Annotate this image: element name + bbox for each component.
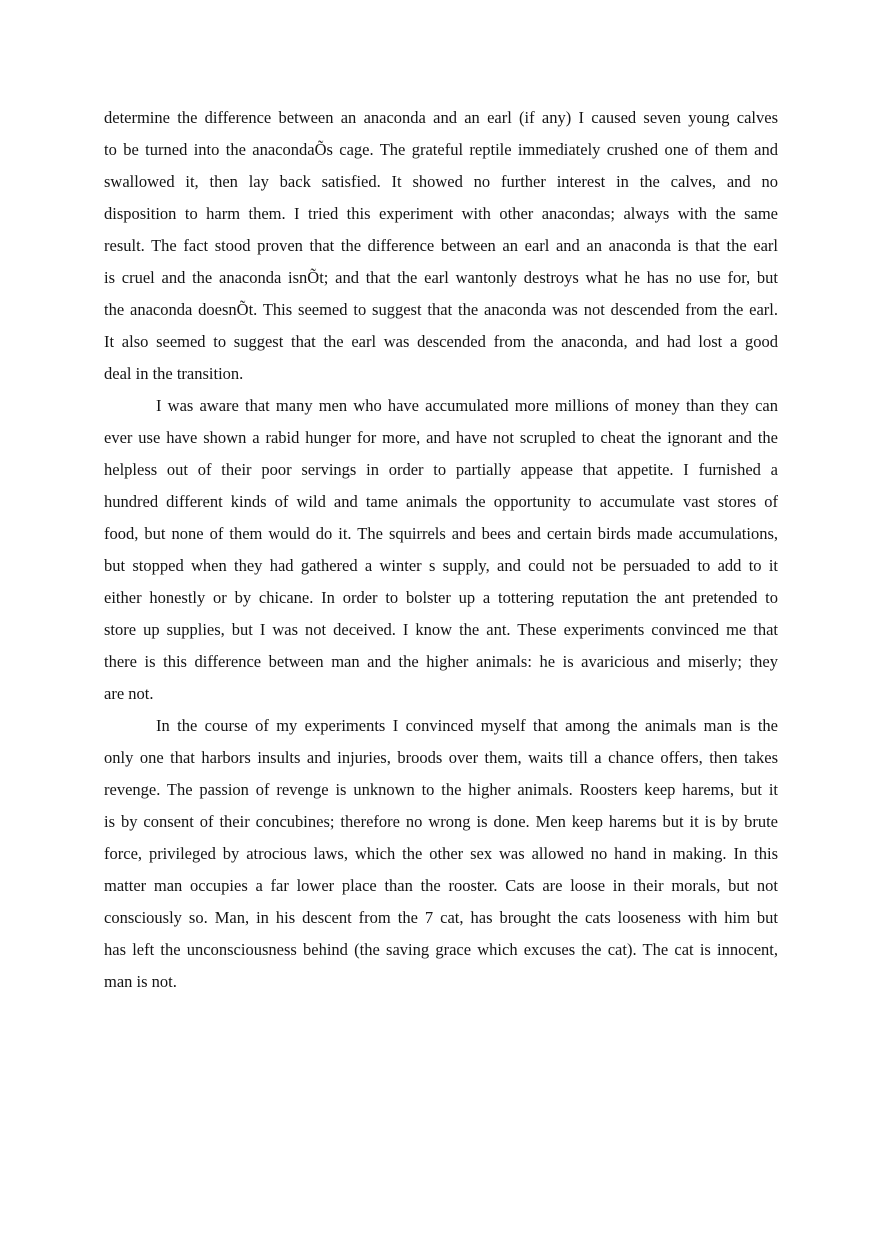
text-line: are not. (104, 684, 154, 703)
text-line: consciously so. Man, in his descent from the 7 cat, has brought the cats looseness with him but (104, 908, 778, 927)
text-line: swallowed it, then lay back satisfied. It showed no further interest in the calves, and no (104, 172, 778, 191)
text-line: In the course of my experiments I convinced myself that among the animals man is the (156, 716, 778, 735)
text-line: hundred different kinds of wild and tame animals the opportunity to accumulate vast stores of (104, 492, 778, 511)
text-line: store up supplies, but I was not deceived. I know the ant. These experiments convinced me that (104, 620, 778, 639)
text-line: food, but none of them would do it. The squirrels and bees and certain birds made accumulations, (104, 524, 778, 543)
text-line: result. The fact stood proven that the difference between an earl and an anaconda is that the earl (104, 236, 778, 255)
text-line: man is not. (104, 972, 177, 991)
text-line: only one that harbors insults and injuries, broods over them, waits till a chance offers, then takes (104, 748, 778, 767)
text-line: It also seemed to suggest that the earl was descended from the anaconda, and had lost a good (104, 332, 778, 351)
text-line: the anaconda doesnÕt. This seemed to suggest that the anaconda was not descended from the earl. (104, 300, 778, 319)
text-line: helpless out of their poor servings in order to partially appease that appetite. I furnished a (104, 460, 778, 479)
text-line: force, privileged by atrocious laws, which the other sex was allowed no hand in making. In this (104, 844, 778, 863)
text-line: disposition to harm them. I tried this experiment with other anacondas; always with the same (104, 204, 778, 223)
text-line: I was aware that many men who have accumulated more millions of money than they can (156, 396, 778, 415)
text-line: to be turned into the anacondaÕs cage. The grateful reptile immediately crushed one of them and (104, 140, 778, 159)
text-line: determine the difference between an anaconda and an earl (if any) I caused seven young calves (104, 108, 778, 127)
text-line: is by consent of their concubines; therefore no wrong is done. Men keep harems but it is by brute (104, 812, 778, 831)
text-line: matter man occupies a far lower place than the rooster. Cats are loose in their morals, but not (104, 876, 778, 895)
text-line: deal in the transition. (104, 364, 244, 383)
text-line: ever use have shown a rabid hunger for more, and have not scrupled to cheat the ignorant and the (104, 428, 778, 447)
text-line: is cruel and the anaconda isnÕt; and that the earl wantonly destroys what he has no use for, but (104, 268, 778, 287)
text-line: has left the unconsciousness behind (the saving grace which excuses the cat). The cat is innocent, (104, 940, 778, 959)
text-line: either honestly or by chicane. In order to bolster up a tottering reputation the ant pretended to (104, 588, 778, 607)
text-line: there is this difference between man and the higher animals: he is avaricious and miserly; they (104, 652, 778, 671)
text-line: but stopped when they had gathered a winter s supply, and could not be persuaded to add to it (104, 556, 778, 575)
text-line: revenge. The passion of revenge is unknown to the higher animals. Roosters keep harems, but it (104, 780, 778, 799)
